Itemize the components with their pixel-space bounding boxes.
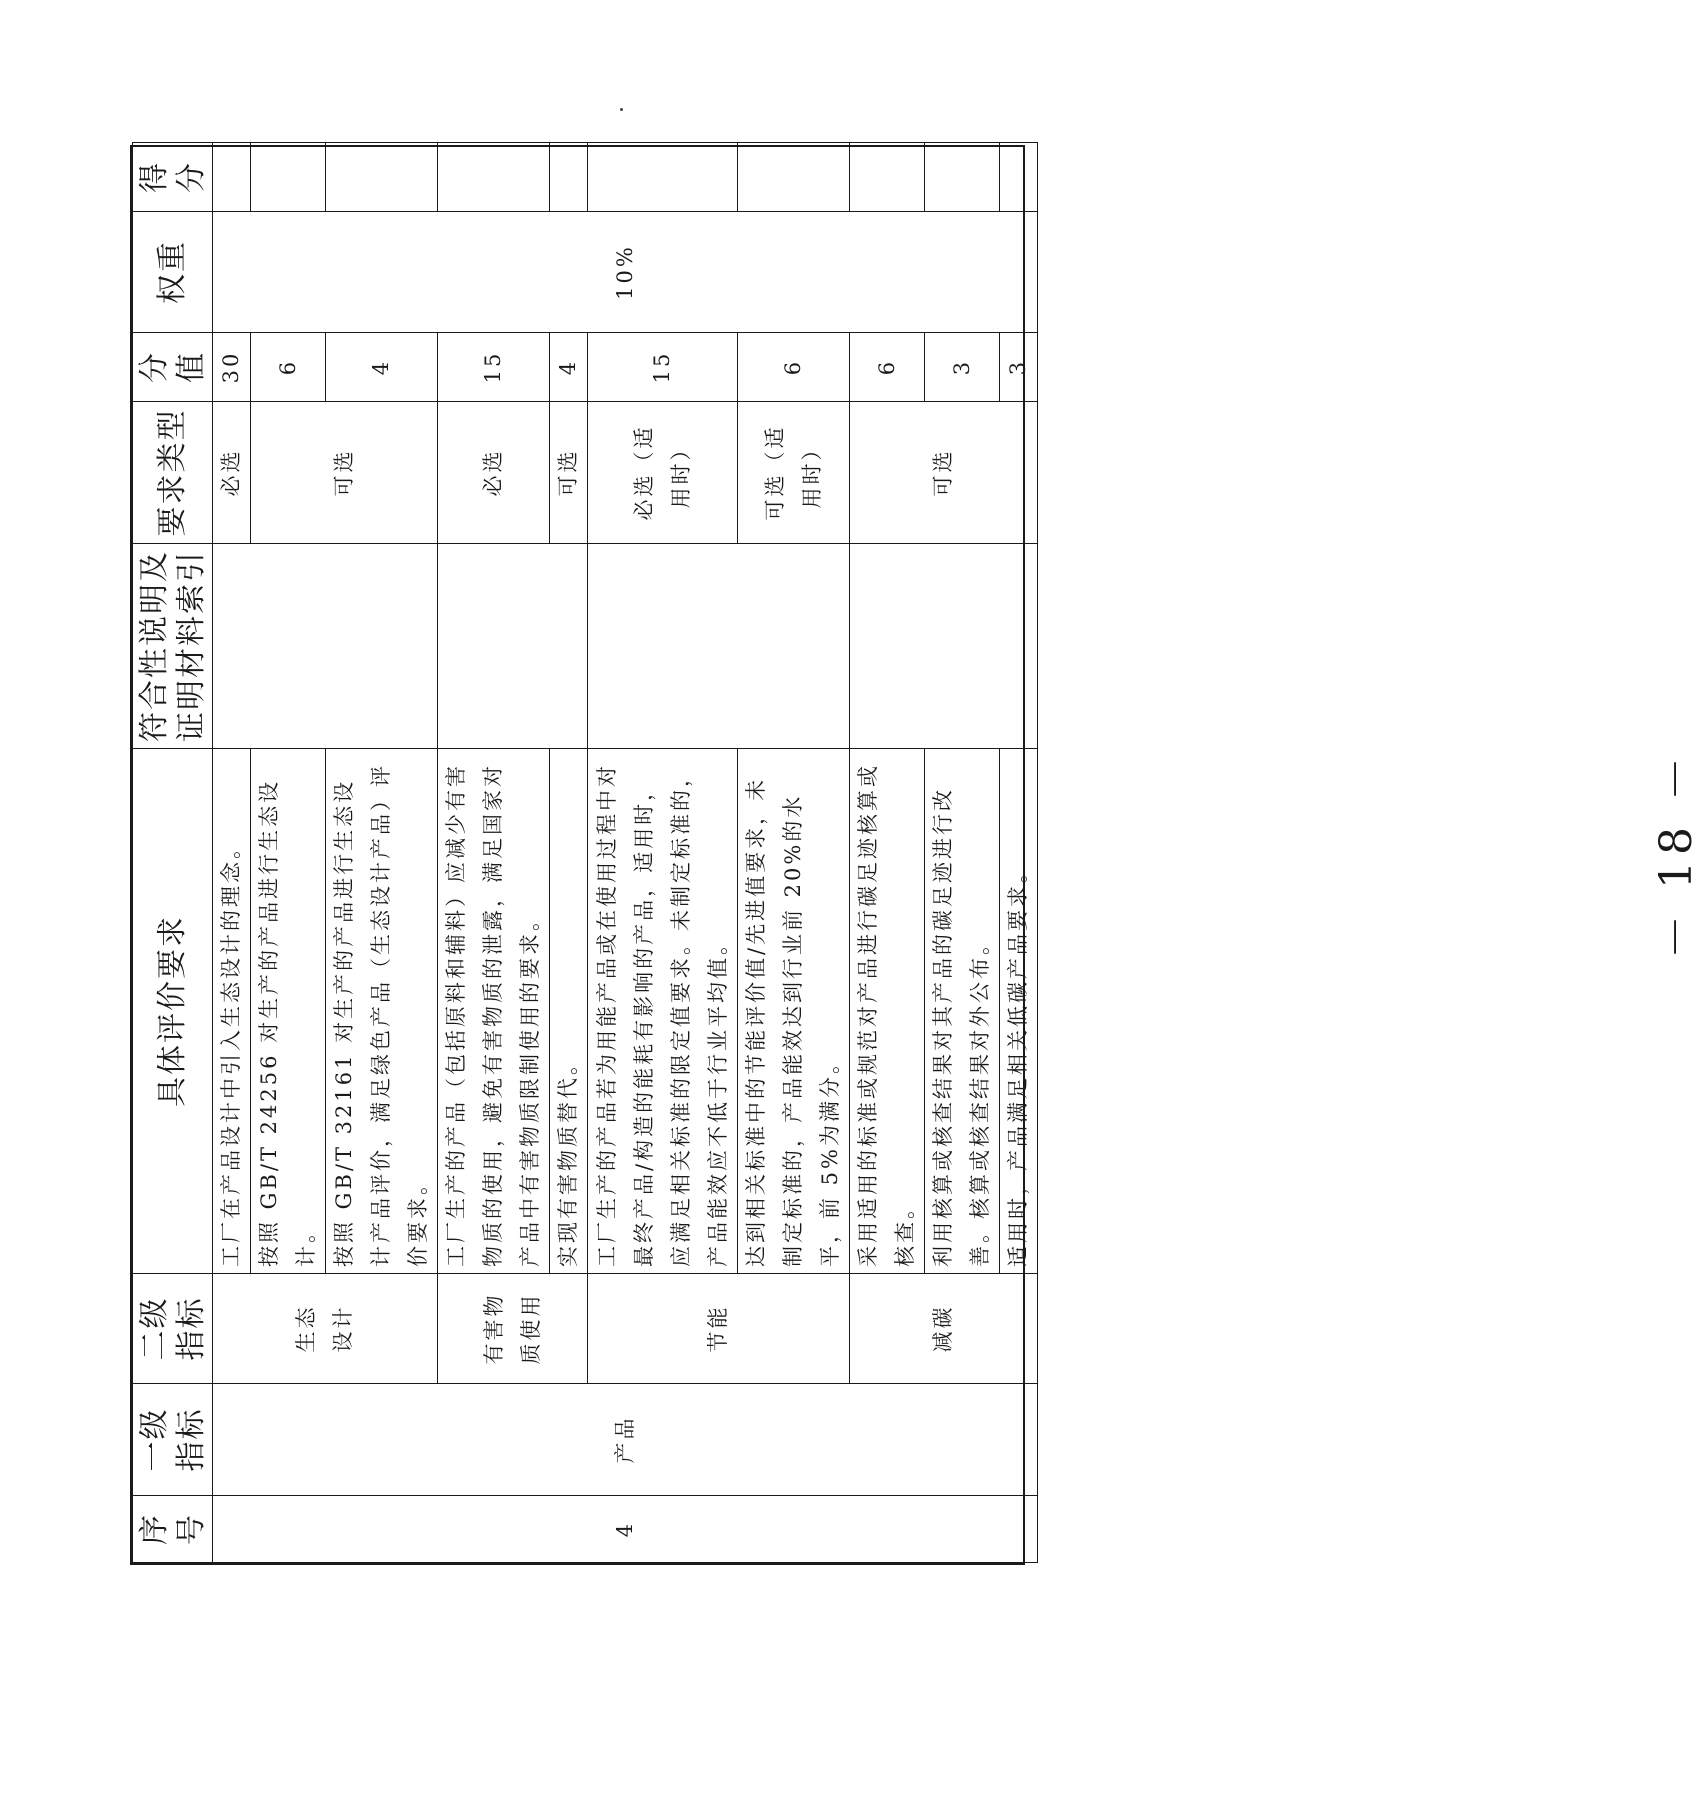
requirement-cell: 利用核算或核查结果对其产品的碳足迹进行改善。核算或核查结果对外公布。 — [925, 749, 1000, 1274]
header-level2-indicator — [133, 1274, 213, 1384]
level2-cell-energy-saving: 节能 — [588, 1274, 850, 1384]
req-type-cell: 可选 — [850, 402, 1038, 544]
score-cell — [438, 143, 550, 212]
req-type-text: 可选（适 用时） — [762, 424, 824, 521]
requirement-cell: 按照 GB/T 24256 对生产的产品进行生态设计。 — [251, 749, 326, 1274]
req-type-cell: 可选 — [550, 402, 588, 544]
score-value-cell: 6 — [738, 333, 850, 402]
seq-cell: 4 — [213, 1496, 1038, 1563]
evidence-cell — [213, 544, 438, 749]
req-type-text: 必选（适 用时） — [631, 424, 693, 521]
header-level2-text: 二级 指标 — [136, 1296, 209, 1361]
score-value-cell: 15 — [438, 333, 550, 402]
level2-text: 有害物 质使用 — [481, 1292, 543, 1365]
weight-cell: 10% — [213, 212, 1038, 333]
score-value-cell: 30 — [213, 333, 251, 402]
score-cell — [925, 143, 1000, 212]
header-score: 得分 — [133, 143, 213, 212]
score-value-cell: 4 — [326, 333, 438, 402]
evidence-cell — [438, 544, 588, 749]
score-cell — [1000, 143, 1038, 212]
evidence-cell — [850, 544, 1038, 749]
table-row — [438, 143, 550, 1563]
header-evidence-text: 符合性说明及 证明材料索引 — [136, 550, 209, 742]
requirement-cell: 按照 GB/T 32161 对生产的产品进行生态设计产品评价，满足绿色产品（生态设计产品）评价要求。 — [326, 749, 438, 1274]
score-cell — [213, 143, 251, 212]
header-level1-text: 一级 指标 — [136, 1407, 209, 1472]
level1-cell: 产品 — [213, 1384, 1038, 1496]
score-value-cell: 3 — [925, 333, 1000, 402]
req-type-cell: 必选 — [213, 402, 251, 544]
level2-text: 生态 设计 — [294, 1304, 355, 1353]
requirement-cell: 实现有害物质替代。 — [550, 749, 588, 1274]
table-header-row — [133, 143, 213, 1563]
level2-cell-eco-design — [213, 1274, 438, 1384]
evaluation-table-frame — [130, 145, 1030, 1565]
header-requirement: 具体评价要求 — [133, 749, 213, 1274]
req-type-cell: 必选 — [438, 402, 550, 544]
score-cell — [251, 143, 326, 212]
score-cell — [550, 143, 588, 212]
req-type-cell — [588, 402, 738, 544]
req-type-cell — [738, 402, 850, 544]
level2-cell-hazardous-substances — [438, 1274, 588, 1384]
header-seq: 序号 — [133, 1496, 213, 1563]
requirement-cell: 工厂生产的产品（包括原料和辅料）应减少有害物质的使用，避免有害物质的泄露，满足国家对产品中有害物质限制使用的要求。 — [438, 749, 550, 1274]
score-cell — [588, 143, 738, 212]
table-row — [850, 143, 925, 1563]
score-value-cell: 3 — [1000, 333, 1038, 402]
score-cell — [850, 143, 925, 212]
table-row — [213, 143, 251, 1563]
score-value-cell: 4 — [550, 333, 588, 402]
requirement-cell: 工厂生产的产品若为用能产品或在使用过程中对最终产品/构造的能耗有影响的产品，适用时，应满足相关标准的限定值要求。未制定标准的，产品能效应不低于行业平均值。 — [588, 749, 738, 1274]
header-weight: 权重 — [133, 212, 213, 333]
rotated-table-sheet — [0, 75, 1702, 1635]
score-value-cell: 6 — [850, 333, 925, 402]
requirement-cell: 适用时，产品满足相关低碳产品要求。 — [1000, 749, 1038, 1274]
header-score-value: 分值 — [133, 333, 213, 402]
evidence-cell — [588, 544, 850, 749]
requirement-cell: 工厂在产品设计中引入生态设计的理念。 — [213, 749, 251, 1274]
level2-cell-carbon-reduction: 减碳 — [850, 1274, 1038, 1384]
req-type-cell: 可选 — [251, 402, 438, 544]
score-cell — [326, 143, 438, 212]
table-row — [588, 143, 738, 1563]
header-req-type: 要求类型 — [133, 402, 213, 544]
requirement-cell: 采用适用的标准或规范对产品进行碳足迹核算或核查。 — [850, 749, 925, 1274]
page-number: － 18 － — [1651, 751, 1702, 959]
requirement-cell: 达到相关标准中的节能评价值/先进值要求，未制定标准的，产品能效达到行业前 20%的水平，前 5%为满分。 — [738, 749, 850, 1274]
evaluation-table — [132, 142, 1038, 1563]
score-cell — [738, 143, 850, 212]
header-level1-indicator — [133, 1384, 213, 1496]
score-value-cell: 6 — [251, 333, 326, 402]
score-value-cell: 15 — [588, 333, 738, 402]
header-evidence — [133, 544, 213, 749]
